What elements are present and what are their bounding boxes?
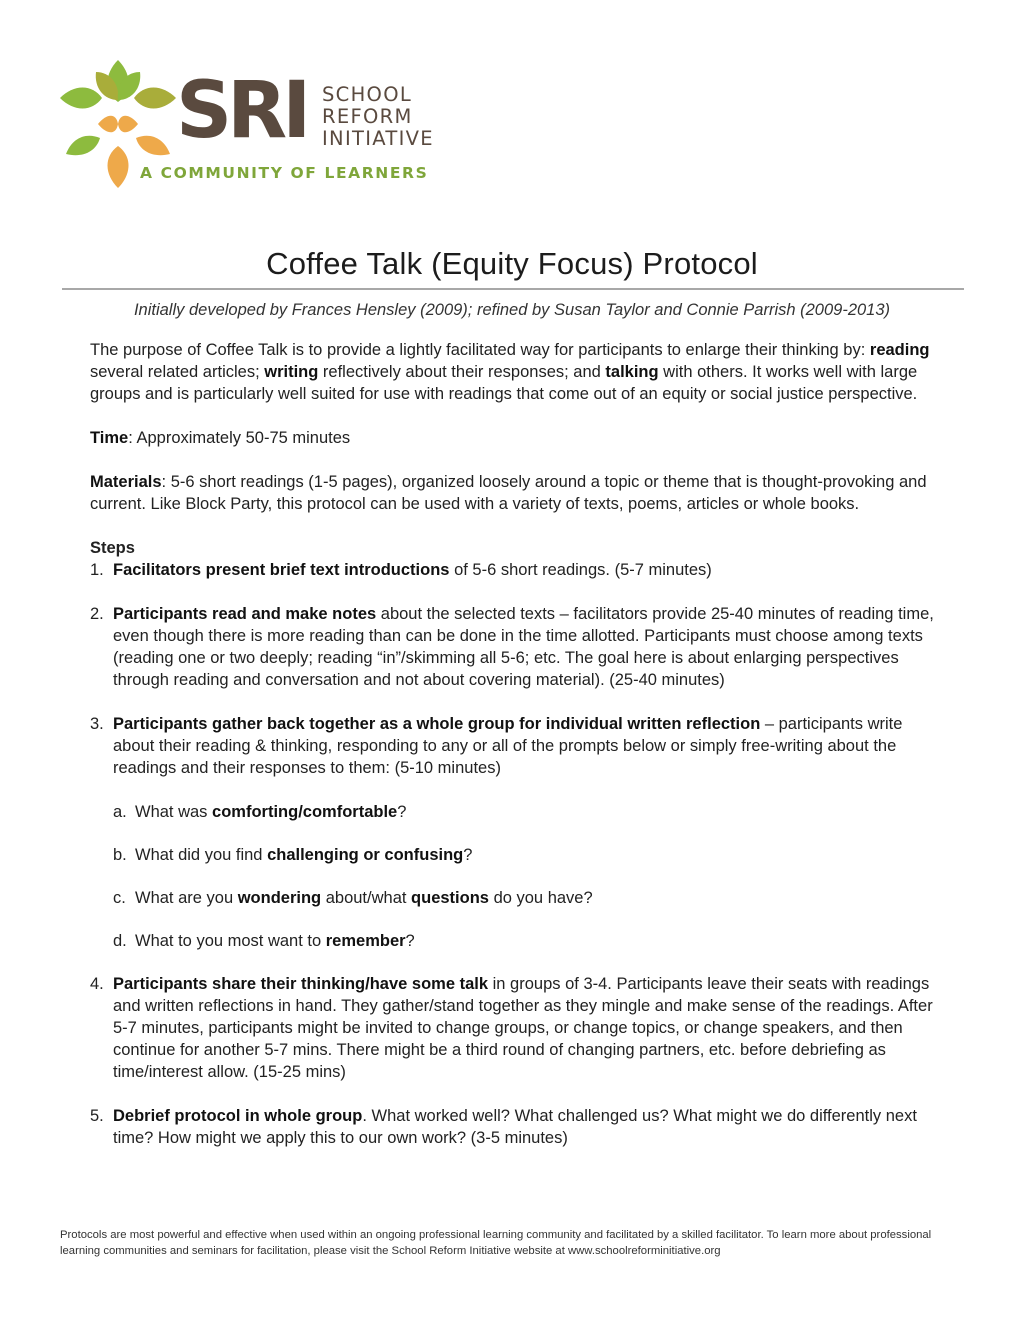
logo-line-school: SCHOOL [322,83,413,106]
logo-line-initiative: INITIATIVE [322,127,434,150]
logo-line-reform: REFORM [322,105,413,128]
time-paragraph: Time: Approximately 50-75 minutes [90,429,351,447]
step-item: 2. Participants read and make notes about the selected texts – facilitators provide 25-40 minutes of reading time, even though there is more reading than can be done in the time allotted. Participants must choose among texts (reading one or two deeply; reading “in”/skimming all 5-6; etc. The goal here is about enlarging perspectives through reading and conversation and not about covering material). (25-40 minutes) [90,605,934,689]
protocol-body [90,339,940,1171]
prompt-item: b. What did you find challenging or confusing? [113,846,473,864]
title-divider [62,288,964,290]
step-item: 4. Participants share their thinking/have some talk in groups of 3-4. Participants leave their seats with readings and written reflections in hand. They gather/stand together as they mingle and make sense of the readings. After 5-7 minutes, participants might be invited to change groups, or change topics, or change speakers, and then continue for another 5-7 mins. There might be a third round of changing partners, etc. before debriefing as time/interest allow. (15-25 mins) [90,975,933,1081]
logo-tagline: A COMMUNITY OF LEARNERS [140,164,429,182]
step-item: 5. Debrief protocol in whole group. What worked well? What challenged us? What might we do differently next time? How might we apply this to our own work? (3-5 minutes) [90,1107,917,1147]
footer-note: Protocols are most powerful and effective when used within an ongoing professional learning community and facilitated by a skilled facilitator. To learn more about professional learning communities and seminars for facilitation, please visit the School Reform Initiative website at www.schoolreforminitiative.org [60,1229,932,1257]
page-title: Coffee Talk (Equity Focus) Protocol [266,246,758,281]
author-credit: Initially developed by Frances Hensley (2009); refined by Susan Taylor and Connie Parrish (2009-2013) [133,301,891,319]
prompt-item: a. What was comforting/comfortable? [113,803,407,821]
intro-paragraph: The purpose of Coffee Talk is to provide a lightly facilitated way for participants to enlarge their thinking by: reading several related articles; writing reflectively about their responses; and talking with others. It works well with large groups and is particularly well suited for use with readings that come out of an equity or social justice perspective. [90,341,930,403]
steps-heading: Steps [90,539,135,557]
sri-logo [58,58,478,193]
step-item: 1. Facilitators present brief text introductions of 5-6 short readings. (5-7 minutes) [90,561,712,579]
prompt-item: c. What are you wondering about/what questions do you have? [113,889,593,907]
materials-paragraph: Materials: 5-6 short readings (1-5 pages), organized loosely around a topic or theme that is thought-provoking and current. Like Block Party, this protocol can be used with a variety of texts, poems, articles or whole books. [90,473,927,513]
step-item: 3. Participants gather back together as a whole group for individual written reflection – participants write about their reading & thinking, responding to any or all of the prompts below or simply free-writing about the readings and their responses to them: (5-10 minutes) [90,715,903,777]
logo-abbr: SRI [176,66,307,156]
prompt-item: d. What to you most want to remember? [113,932,415,950]
